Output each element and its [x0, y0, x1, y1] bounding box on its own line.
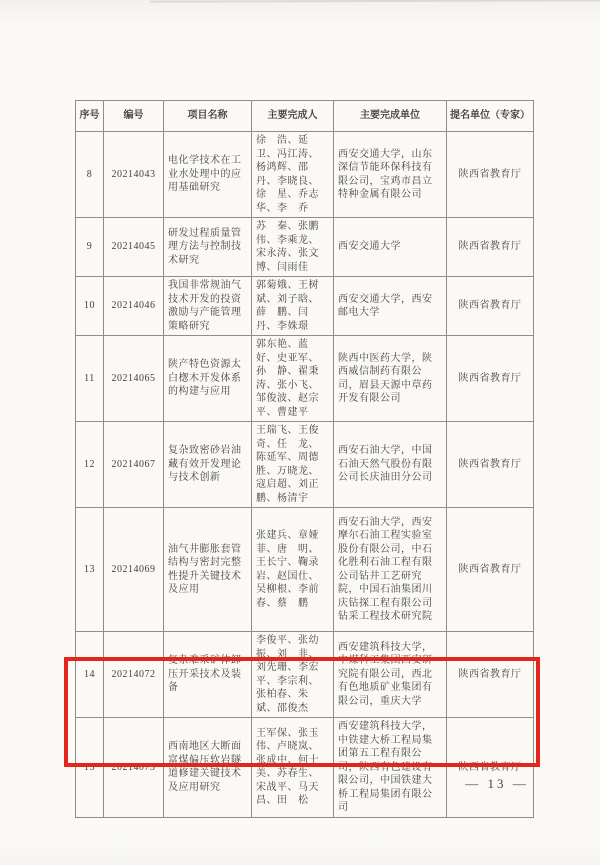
- cell-seq: 14: [76, 632, 104, 718]
- cell-code: 20214043: [104, 132, 164, 218]
- cell-units: 陕西中医药大学，陕西威信制药有限公司，眉县天源中草药开发有限公司: [334, 336, 447, 422]
- cell-people: 苏 秦、张鹏伟、李乘龙、宋永涛、张文博、闫雨佳: [252, 218, 334, 277]
- col-header-nominator: 提名单位（专家）: [447, 101, 534, 132]
- cell-project: 研发过程质量管理方法与控制技术研究: [164, 218, 252, 277]
- cell-nominator: 陕西省教育厅: [447, 718, 534, 818]
- cell-seq: 9: [76, 218, 104, 277]
- cell-units: 西安交通大学，山东深信节能环保科技有限公司，宝鸡市昌立特种金属有限公司: [334, 132, 447, 218]
- cell-seq: 8: [76, 132, 104, 218]
- cell-people: 郭菊娥、王树斌、刘子晗、薛 鹏、闫 丹、李姝璟: [252, 277, 334, 336]
- table-row: [76, 336, 534, 422]
- table-row: [76, 508, 534, 632]
- cell-nominator: 陕西省教育厅: [447, 632, 534, 718]
- table-row: [76, 132, 534, 218]
- cell-seq: 15: [76, 718, 104, 818]
- cell-code: 20214065: [104, 336, 164, 422]
- cell-people: 张建兵、章娅菲、唐 明、王长宁、鞠录岩、赵国仕、吴柳根、李前春、蔡 鹏: [252, 508, 334, 632]
- cell-code: 20214072: [104, 632, 164, 718]
- page-number: — 13 —: [465, 776, 529, 791]
- cell-units: 西安交通大学: [334, 218, 447, 277]
- cell-people: 郭东艳、蓝 好、史亚军、孙 静、翟秉涛、张小飞、邹俊波、赵宗平、曹建平: [252, 336, 334, 422]
- cell-people: 王瑞飞、王俊奇、任 龙、陈延军、周德胜、万晓龙、寇启超、刘正鹏、杨清宇: [252, 422, 334, 508]
- table-row: [76, 422, 534, 508]
- cell-nominator: 陕西省教育厅: [447, 132, 534, 218]
- cell-nominator: 陕西省教育厅: [447, 277, 534, 336]
- cell-project: 复杂致密砂岩油藏有效开发理论与技术创新: [164, 422, 252, 508]
- scan-artifact-line: [150, 0, 600, 3]
- cell-units: 西安建筑科技大学，中铁建大桥工程局集团第五工程有限公司，陕西有色建设有限公司，中国铁建大桥工程局集团有限公司: [334, 718, 447, 818]
- cell-code: 20214073: [104, 718, 164, 818]
- col-header-code: 编号: [104, 101, 164, 132]
- cell-project: 西南地区大断面富煤偏压软岩隧道修建关键技术及应用研究: [164, 718, 252, 818]
- cell-units: 西安石油大学，西安摩尔石油工程实验室股份有限公司，中石化胜利石油工程有限公司钻井工艺研究院，中国石油集团川庆钻探工程有限公司钻采工程技术研究院: [334, 508, 447, 632]
- cell-code: 20214045: [104, 218, 164, 277]
- cell-units: 西安建筑科技大学，中煤科工集团西安研究院有限公司，西北有色地质矿业集团有限公司，重庆大学: [334, 632, 447, 718]
- cell-seq: 13: [76, 508, 104, 632]
- cell-people: 徐 浩、延 卫、冯江涛、杨鸿辉、邵 丹、李晓良、徐 星、乔志华、李 乔: [252, 132, 334, 218]
- cell-units: 西安交通大学，西安邮电大学: [334, 277, 447, 336]
- cell-project: 复杂难采矿体卸压开采技术及装备: [164, 632, 252, 718]
- col-header-seq: 序号: [76, 101, 104, 132]
- cell-seq: 12: [76, 422, 104, 508]
- cell-nominator: 陕西省教育厅: [447, 508, 534, 632]
- col-header-people: 主要完成人: [252, 101, 334, 132]
- col-header-project: 项目名称: [164, 101, 252, 132]
- cell-nominator: 陕西省教育厅: [447, 422, 534, 508]
- col-header-units: 主要完成单位: [334, 101, 447, 132]
- cell-people: 王军保、张玉伟、卢晓岚、张成中、何十美、苏春生、宋战平、马天昌、田 松: [252, 718, 334, 818]
- table-header-row: [76, 101, 534, 132]
- cell-nominator: 陕西省教育厅: [447, 336, 534, 422]
- table-row: [76, 277, 534, 336]
- cell-code: 20214069: [104, 508, 164, 632]
- cell-project: 我国非常规油气技术开发的投资激励与产能管理策略研究: [164, 277, 252, 336]
- cell-project: 电化学技术在工业水处理中的应用基础研究: [164, 132, 252, 218]
- cell-project: 陕产特色资源太白楤木开发体系的构建与应用: [164, 336, 252, 422]
- cell-nominator: 陕西省教育厅: [447, 218, 534, 277]
- cell-code: 20214067: [104, 422, 164, 508]
- cell-seq: 10: [76, 277, 104, 336]
- cell-project: 油气井膨胀套管结构与密封完整性提升关键技术及应用: [164, 508, 252, 632]
- highlight-box: [64, 657, 540, 767]
- cell-seq: 11: [76, 336, 104, 422]
- table-row: [76, 218, 534, 277]
- cell-code: 20214046: [104, 277, 164, 336]
- cell-people: 李俊平、张幼振、刘 非、刘先珊、李宏平、李宗利、张柏春、朱 斌、邵俊杰: [252, 632, 334, 718]
- cell-units: 西安石油大学，中国石油天然气股份有限公司长庆油田分公司: [334, 422, 447, 508]
